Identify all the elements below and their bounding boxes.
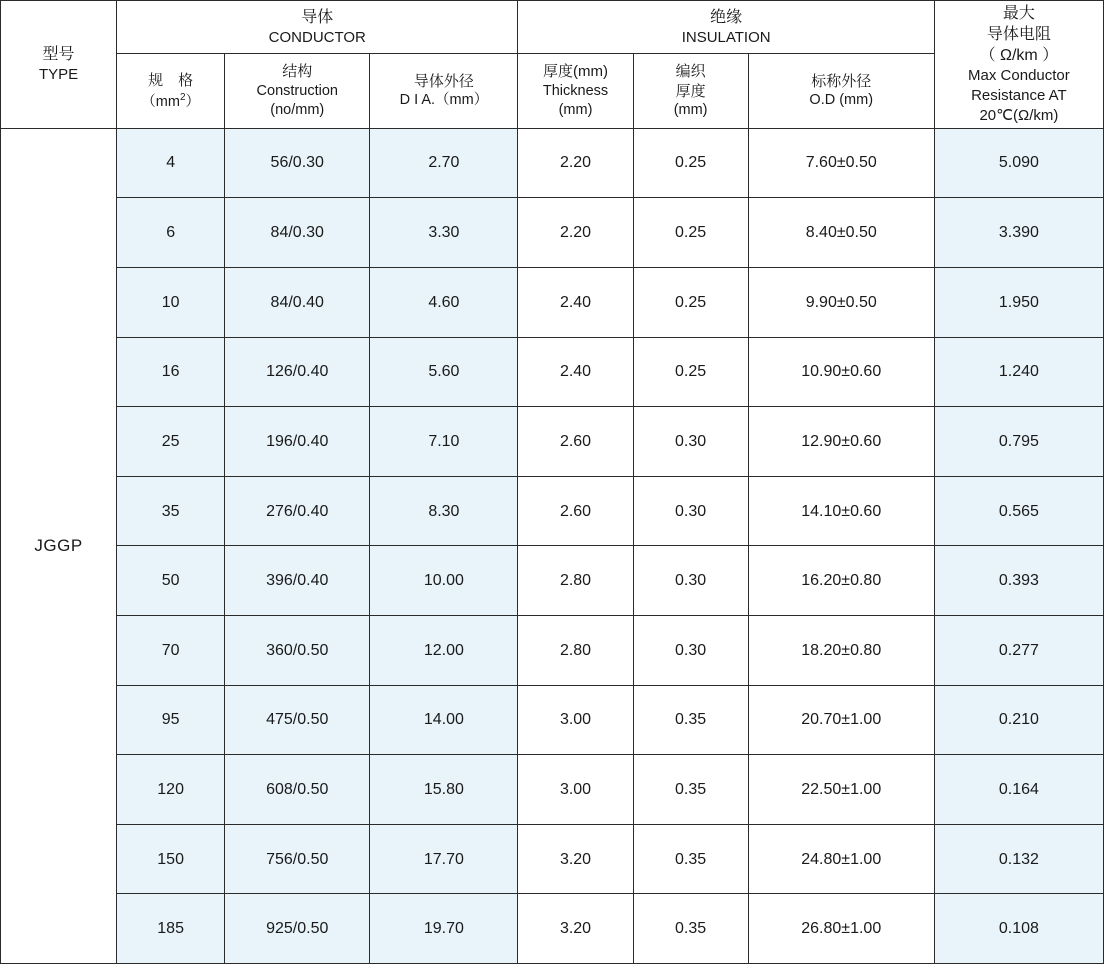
cell-conductor-dia: 4.60 bbox=[370, 267, 518, 337]
cell-od: 20.70±1.00 bbox=[748, 685, 934, 755]
cell-resistance: 0.565 bbox=[934, 476, 1103, 546]
cell-spec: 35 bbox=[117, 476, 225, 546]
cell-spec: 4 bbox=[117, 128, 225, 198]
cell-resistance: 0.210 bbox=[934, 685, 1103, 755]
cell-thickness: 3.20 bbox=[518, 824, 633, 894]
header-row-groups bbox=[1, 1, 1104, 54]
cell-conductor-dia: 10.00 bbox=[370, 546, 518, 616]
cell-resistance: 3.390 bbox=[934, 198, 1103, 268]
cell-construction: 608/0.50 bbox=[225, 755, 370, 825]
header-insulation-en: INSULATION bbox=[681, 28, 771, 46]
cell-resistance: 0.795 bbox=[934, 407, 1103, 477]
header-max-resistance-line2: 导体电阻 bbox=[986, 26, 1051, 44]
cell-resistance: 1.950 bbox=[934, 267, 1103, 337]
cell-construction: 925/0.50 bbox=[225, 894, 370, 964]
header-type-cn: 型号 bbox=[42, 45, 75, 63]
header-type bbox=[1, 1, 117, 129]
cell-conductor-dia: 15.80 bbox=[370, 755, 518, 825]
cell-od: 24.80±1.00 bbox=[748, 824, 934, 894]
cell-braid: 0.25 bbox=[633, 267, 748, 337]
table-row bbox=[1, 824, 1104, 894]
header-construction-cn: 结构 bbox=[282, 63, 313, 81]
cell-spec: 25 bbox=[117, 407, 225, 477]
header-max-resistance-en3: 20℃(Ω/km) bbox=[979, 106, 1059, 124]
cell-braid: 0.25 bbox=[633, 128, 748, 198]
cell-thickness: 2.20 bbox=[518, 198, 633, 268]
header-od bbox=[748, 54, 934, 128]
cell-spec: 185 bbox=[117, 894, 225, 964]
cell-construction: 360/0.50 bbox=[225, 615, 370, 685]
cell-construction: 196/0.40 bbox=[225, 407, 370, 477]
header-type-en: TYPE bbox=[38, 66, 79, 84]
cell-od: 26.80±1.00 bbox=[748, 894, 934, 964]
header-spec-cn: 规 格 bbox=[148, 71, 194, 89]
header-od-cn: 标称外径 bbox=[811, 72, 872, 90]
cell-conductor-dia: 19.70 bbox=[370, 894, 518, 964]
header-conductor-dia-en: D I A.（mm） bbox=[399, 92, 489, 109]
table-row bbox=[1, 476, 1104, 546]
cell-spec: 120 bbox=[117, 755, 225, 825]
cell-resistance: 0.108 bbox=[934, 894, 1103, 964]
cell-resistance: 0.277 bbox=[934, 615, 1103, 685]
table-body bbox=[1, 128, 1104, 963]
cell-od: 14.10±0.60 bbox=[748, 476, 934, 546]
cell-construction: 126/0.40 bbox=[225, 337, 370, 407]
header-max-resistance-line3: （ Ω/km ） bbox=[979, 47, 1059, 65]
cell-spec: 95 bbox=[117, 685, 225, 755]
cell-spec: 70 bbox=[117, 615, 225, 685]
header-conductor-dia bbox=[370, 54, 518, 128]
cell-resistance: 0.393 bbox=[934, 546, 1103, 616]
cell-thickness: 2.80 bbox=[518, 546, 633, 616]
cell-braid: 0.35 bbox=[633, 824, 748, 894]
cell-braid: 0.30 bbox=[633, 615, 748, 685]
cell-conductor-dia: 8.30 bbox=[370, 476, 518, 546]
cell-braid: 0.35 bbox=[633, 894, 748, 964]
table-row bbox=[1, 894, 1104, 964]
cell-conductor-dia: 17.70 bbox=[370, 824, 518, 894]
header-thickness-en: Thickness bbox=[542, 82, 609, 99]
cell-construction: 84/0.30 bbox=[225, 198, 370, 268]
header-max-resistance-line1: 最大 bbox=[1002, 5, 1035, 22]
cell-spec: 10 bbox=[117, 267, 225, 337]
cell-conductor-dia: 3.30 bbox=[370, 198, 518, 268]
header-insulation-group bbox=[518, 1, 934, 54]
cell-od: 7.60±0.50 bbox=[748, 128, 934, 198]
cell-conductor-dia: 2.70 bbox=[370, 128, 518, 198]
table-row bbox=[1, 755, 1104, 825]
cell-thickness: 2.60 bbox=[518, 407, 633, 477]
cell-resistance: 0.164 bbox=[934, 755, 1103, 825]
table-header bbox=[1, 1, 1104, 129]
cell-thickness: 3.20 bbox=[518, 894, 633, 964]
header-construction-en: Construction bbox=[256, 82, 338, 99]
cell-resistance: 0.132 bbox=[934, 824, 1103, 894]
header-od-en: O.D (mm) bbox=[809, 92, 874, 109]
type-value-cell: JGGP bbox=[1, 128, 117, 963]
table-row bbox=[1, 546, 1104, 616]
cell-construction: 396/0.40 bbox=[225, 546, 370, 616]
cell-spec: 50 bbox=[117, 546, 225, 616]
cell-od: 18.20±0.80 bbox=[748, 615, 934, 685]
header-spec-en-tail: ） bbox=[185, 93, 200, 110]
header-conductor-cn: 导体 bbox=[301, 8, 334, 26]
cell-od: 16.20±0.80 bbox=[748, 546, 934, 616]
header-braid-cn: 编织 bbox=[675, 62, 706, 80]
table-row bbox=[1, 198, 1104, 268]
cell-od: 12.90±0.60 bbox=[748, 407, 934, 477]
header-construction-en2: (no/mm) bbox=[270, 101, 325, 118]
table-row bbox=[1, 685, 1104, 755]
header-construction bbox=[225, 54, 370, 128]
cell-braid: 0.30 bbox=[633, 476, 748, 546]
cell-resistance: 5.090 bbox=[934, 128, 1103, 198]
header-thickness-en2: (mm) bbox=[558, 101, 593, 118]
header-max-resistance-en2: Resistance AT bbox=[971, 87, 1067, 105]
header-spec-en-text: （mm bbox=[141, 93, 180, 110]
cell-thickness: 3.00 bbox=[518, 755, 633, 825]
cell-braid: 0.25 bbox=[633, 337, 748, 407]
header-thickness bbox=[518, 54, 633, 128]
cell-od: 8.40±0.50 bbox=[748, 198, 934, 268]
header-braid-en: (mm) bbox=[673, 102, 708, 119]
cell-braid: 0.30 bbox=[633, 546, 748, 616]
cell-od: 9.90±0.50 bbox=[748, 267, 934, 337]
table-row bbox=[1, 615, 1104, 685]
cell-spec: 16 bbox=[117, 337, 225, 407]
header-conductor-dia-cn: 导体外径 bbox=[413, 72, 474, 90]
cell-od: 10.90±0.60 bbox=[748, 337, 934, 407]
cell-thickness: 3.00 bbox=[518, 685, 633, 755]
table-row bbox=[1, 267, 1104, 337]
cell-spec: 6 bbox=[117, 198, 225, 268]
cell-construction: 756/0.50 bbox=[225, 824, 370, 894]
header-braid bbox=[633, 54, 748, 128]
header-conductor-en: CONDUCTOR bbox=[268, 28, 366, 46]
header-spec-en bbox=[120, 91, 221, 112]
header-max-resistance-group bbox=[934, 1, 1103, 129]
cell-thickness: 2.40 bbox=[518, 267, 633, 337]
header-spec-en-sup: 2 bbox=[179, 91, 186, 103]
cell-braid: 0.30 bbox=[633, 407, 748, 477]
cell-braid: 0.35 bbox=[633, 685, 748, 755]
header-insulation-cn: 绝缘 bbox=[710, 8, 743, 26]
cell-od: 22.50±1.00 bbox=[748, 755, 934, 825]
cell-construction: 84/0.40 bbox=[225, 267, 370, 337]
cell-thickness: 2.80 bbox=[518, 615, 633, 685]
header-thickness-cn: 厚度(mm) bbox=[543, 63, 608, 81]
header-braid-cn2: 厚度 bbox=[675, 82, 706, 100]
table-row bbox=[1, 407, 1104, 477]
cell-conductor-dia: 5.60 bbox=[370, 337, 518, 407]
header-max-resistance-en1: Max Conductor bbox=[968, 67, 1070, 85]
cell-spec: 150 bbox=[117, 824, 225, 894]
cell-thickness: 2.20 bbox=[518, 128, 633, 198]
cell-construction: 475/0.50 bbox=[225, 685, 370, 755]
cell-braid: 0.35 bbox=[633, 755, 748, 825]
cell-thickness: 2.60 bbox=[518, 476, 633, 546]
table-row bbox=[1, 128, 1104, 198]
header-spec bbox=[117, 54, 225, 128]
cell-resistance: 1.240 bbox=[934, 337, 1103, 407]
cell-conductor-dia: 12.00 bbox=[370, 615, 518, 685]
table-row bbox=[1, 337, 1104, 407]
cell-conductor-dia: 7.10 bbox=[370, 407, 518, 477]
header-conductor-group bbox=[117, 1, 518, 54]
cell-construction: 56/0.30 bbox=[225, 128, 370, 198]
cell-conductor-dia: 14.00 bbox=[370, 685, 518, 755]
cell-braid: 0.25 bbox=[633, 198, 748, 268]
cell-thickness: 2.40 bbox=[518, 337, 633, 407]
cell-construction: 276/0.40 bbox=[225, 476, 370, 546]
